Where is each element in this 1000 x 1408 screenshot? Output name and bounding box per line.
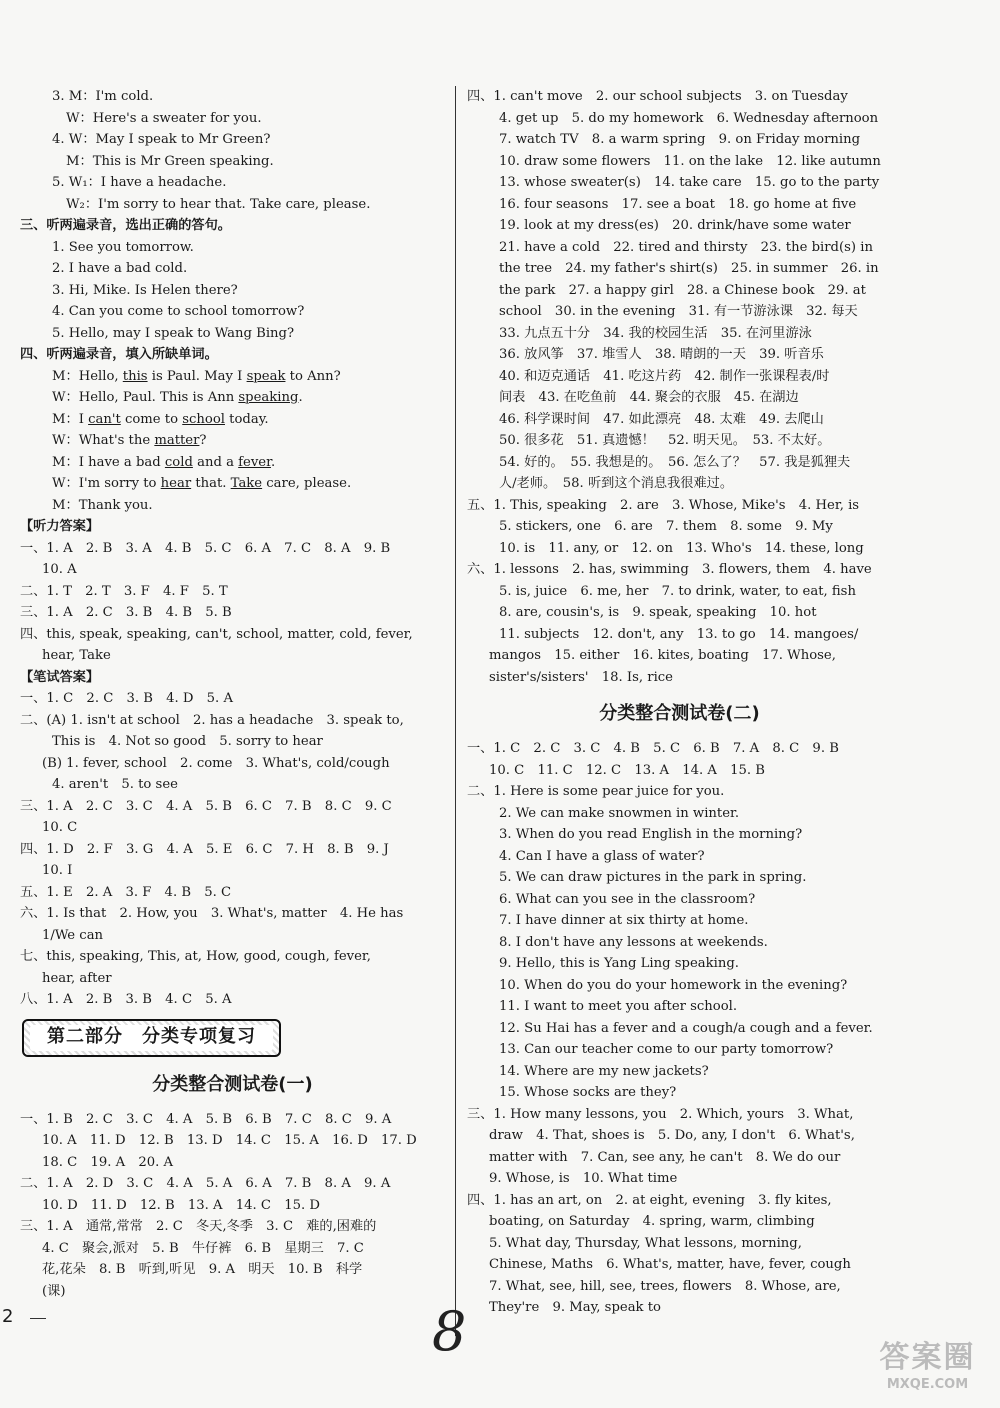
dialog-text: I	[78, 411, 89, 427]
watermark-cn: 答案圈	[879, 1340, 976, 1375]
text-line: 1. See you tomorrow.	[52, 239, 194, 255]
text-line: 54. 好的。 55. 我想是的。 56. 怎么了？ 57. 我是狐狸夫	[499, 454, 851, 470]
filled-blank: cold	[164, 454, 193, 470]
text-line: 10. I	[42, 863, 73, 878]
right-column	[467, 86, 892, 1319]
dialog-text: and a	[192, 454, 239, 470]
text-line: Chinese, Maths 6. What's, matter, have, fever, cough	[489, 1257, 851, 1272]
dialog-text: .	[270, 454, 276, 470]
text-line: 7. What, see, hill, see, trees, flowers 8. Whose, are,	[489, 1278, 841, 1294]
column-divider	[455, 86, 456, 1336]
text-line: the park 27. a happy girl 28. a Chinese book 29. at	[499, 282, 866, 298]
dialog-speaker: M：	[52, 497, 79, 513]
dialog-line	[20, 452, 445, 474]
text-line: 4. Can I have a glass of water?	[499, 848, 705, 864]
dialog-text: ?	[199, 433, 207, 448]
text-line: 6. What can you see in the classroom?	[499, 891, 756, 907]
text-line: 11. I want to meet you after school.	[499, 999, 738, 1014]
text-line: 4. C 聚会,派对 5. B 牛仔裤 6. B 星期三 7. C	[42, 1240, 364, 1256]
page-number-dash	[30, 1318, 46, 1319]
watermark-en: MXQE.COM	[886, 1377, 969, 1392]
text-line: 8. are, cousin's, is 9. speak, speaking 10. hot	[499, 605, 817, 620]
dialog-line	[20, 495, 445, 517]
text-line: 5. What day, Thursday, What lessons, morning,	[489, 1235, 802, 1251]
filled-blank: hear	[160, 476, 192, 491]
text-line: 50. 很多花 51. 真遗憾！ 52. 明天见。 53. 不太好。	[499, 433, 831, 448]
text-line: draw 4. That, shoes is 5. Do, any, I don't 6. What's,	[489, 1128, 855, 1143]
dialog-text: .	[298, 390, 303, 405]
text-line: 一、1. C 2. C 3. C 4. B 5. C 6. B 7. A 8. C 9. B	[467, 741, 839, 756]
text-line: 三、1. A 通常,常常 2. C 冬天,冬季 3. C 难的,困难的	[20, 1219, 377, 1234]
text-line: 10. When do you do your homework in the evening?	[499, 977, 848, 993]
text-line: sister's/sisters' 18. Is, rice	[489, 669, 673, 685]
text-line: 三、1. A 2. C 3. B 4. B 5. B	[20, 605, 232, 620]
text-line: 三、1. A 2. C 3. C 4. A 5. B 6. C 7. B 8. C 9. C	[20, 798, 392, 814]
text-line: 一、1. B 2. C 3. C 4. A 5. B 6. B 7. C 8. C 9. A	[20, 1111, 392, 1127]
filled-blank: can't	[88, 411, 121, 427]
text-line: 花,花朵 8. B 听到,听见 9. A 明天 10. B 科学	[42, 1262, 363, 1277]
text-line: 8. I don't have any lessons at weekends.	[499, 934, 768, 950]
test-two-title: 分类整合测试卷(二)	[599, 703, 760, 724]
text-line: 四、1. can't move 2. our school subjects 3. on Tuesday	[467, 89, 848, 104]
text-line: 21. have a cold 22. tired and thirsty 23. the bird(s) in	[499, 239, 873, 255]
dialog-speaker: M：	[52, 411, 79, 427]
filled-blank: this	[122, 368, 148, 384]
text-line: 一、1. A 2. B 3. A 4. B 5. C 6. A 7. C 8. A 9. B	[20, 540, 391, 556]
text-line: 3. Hi, Mike. Is Helen there?	[52, 282, 238, 298]
dialog-speaker: W：	[52, 433, 79, 448]
text-line: 二、1. A 2. D 3. C 4. A 5. A 6. A 7. B 8. A 9. A	[20, 1176, 391, 1191]
dialog-line	[20, 409, 445, 431]
handwritten-number: 8	[432, 1300, 467, 1363]
filled-blank: school	[182, 411, 225, 427]
text-line: 八、1. A 2. B 3. B 4. C 5. A	[20, 992, 232, 1007]
text-line: 【笔试答案】	[20, 669, 100, 685]
right-section-a	[467, 86, 892, 688]
text-line: 三、听两遍录音，选出正确的答句。	[20, 218, 231, 233]
text-line: 3. M：I'm cold.	[52, 89, 154, 104]
dialog-text: care, please.	[262, 476, 352, 491]
text-line: 12. Su Hai has a fever and a cough/a cough and a fever.	[499, 1020, 873, 1036]
text-line: 46. 科学课时间 47. 如此漂亮 48. 太难 49. 去爬山	[499, 411, 824, 427]
text-line: 六、1. lessons 2. has, swimming 3. flowers, them 4. have	[467, 562, 872, 577]
text-line: 五、1. E 2. A 3. F 4. B 5. C	[20, 884, 232, 900]
dialog-text: Hello,	[78, 368, 123, 384]
dialog-line	[20, 387, 445, 409]
text-line: 10. C	[42, 820, 78, 835]
text-line: This is 4. Not so good 5. sorry to hear	[52, 734, 323, 749]
filled-blank: matter	[154, 433, 200, 448]
right-section-b	[467, 738, 892, 1319]
text-line: 四、this, speak, speaking, can't, school, matter, cold, fever,	[20, 626, 413, 642]
filled-blank: speaking	[238, 390, 299, 405]
text-line: 10. D 11. D 12. B 13. A 14. C 15. D	[42, 1197, 320, 1213]
left-column	[20, 86, 445, 1302]
filled-blank: Take	[230, 476, 263, 491]
text-line: 36. 放风筝 37. 堆雪人 38. 晴朗的一天 39. 听音乐	[499, 347, 824, 362]
dialog-text: Thank you.	[78, 497, 153, 513]
text-line: 四、听两遍录音，填入所缺单词。	[20, 347, 218, 362]
dialog-speaker: W：	[52, 390, 79, 405]
text-line: 2. We can make snowmen in winter.	[499, 805, 740, 821]
text-line: 10. A 11. D 12. B 13. D 14. C 15. A 16. D 17. D	[42, 1133, 417, 1148]
text-line: 13. whose sweater(s) 14. take care 15. go to the party	[499, 175, 880, 190]
dialog-text: today.	[224, 411, 269, 427]
text-line: 10. draw some flowers 11. on the lake 12. like autumn	[499, 153, 881, 169]
dialog-speaker: M：	[52, 368, 79, 384]
text-line: 19. look at my dress(es) 20. drink/have some water	[499, 218, 851, 233]
text-line: 33. 九点五十分 34. 我的校园生活 35. 在河里游泳	[499, 325, 812, 341]
part-two-banner	[22, 1019, 281, 1057]
filled-blank: fever	[238, 454, 271, 470]
text-line: 六、1. Is that 2. How, you 3. What's, matter 4. He has	[20, 906, 404, 921]
dialog-text: What's the	[78, 433, 155, 448]
dialog-text: I have a bad	[78, 454, 165, 470]
text-line: 二、(A) 1. isn't at school 2. has a headache 3. speak to,	[20, 712, 404, 728]
text-line: 9. Hello, this is Yang Ling speaking.	[499, 956, 739, 971]
left-section-a	[20, 86, 445, 366]
text-line: 14. Where are my new jackets?	[499, 1063, 709, 1079]
text-line: 18. C 19. A 20. A	[42, 1154, 174, 1170]
text-line: 三、1. How many lessons, you 2. Which, yours 3. What,	[467, 1106, 854, 1122]
text-line: 一、1. C 2. C 3. B 4. D 5. A	[20, 691, 233, 706]
dialog-fill-in	[20, 366, 445, 517]
dialog-text: that.	[191, 476, 231, 491]
text-line: 9. Whose, is 10. What time	[489, 1171, 678, 1186]
text-line: W：Here's a sweater for you.	[66, 110, 262, 126]
text-line: boating, on Saturday 4. spring, warm, climbing	[489, 1214, 815, 1229]
filled-blank: speak	[246, 368, 286, 384]
text-line: 间表 43. 在吃鱼前 44. 聚会的衣服 45. 在湖边	[499, 390, 799, 405]
text-line: They're 9. May, speak to	[489, 1300, 661, 1315]
dialog-line	[20, 430, 445, 452]
dialog-line	[20, 473, 445, 495]
text-line: 2. I have a bad cold.	[52, 261, 188, 276]
text-line: the tree 24. my father's shirt(s) 25. in summer 26. in	[499, 261, 879, 276]
text-line: 7. watch TV 8. a warm spring 9. on Friday morning	[499, 132, 861, 147]
text-line: 四、1. has an art, on 2. at eight, evening 3. fly kites,	[467, 1192, 832, 1208]
text-line: 4. W：May I speak to Mr Green?	[52, 132, 271, 147]
left-section-c	[20, 1109, 445, 1303]
text-line: 5. Hello, may I speak to Wang Bing?	[52, 325, 295, 341]
text-line: 二、1. Here is some pear juice for you.	[467, 784, 725, 799]
text-line: hear, after	[42, 970, 112, 986]
dialog-line	[20, 366, 445, 388]
dialog-speaker: W：	[52, 476, 79, 491]
text-line: 5. stickers, one 6. are 7. them 8. some 9. My	[499, 519, 833, 534]
text-line: 二、1. T 2. T 3. F 4. F 5. T	[20, 583, 228, 599]
text-line: 40. 和迈克通话 41. 吃这片药 42. 制作一张课程表/时	[499, 368, 830, 384]
text-line: 4. aren't 5. to see	[52, 777, 178, 792]
dialog-text: is Paul. May I	[147, 368, 247, 384]
text-line: 4. get up 5. do my homework 6. Wednesday afternoon	[499, 110, 879, 126]
text-line: W₂：I'm sorry to hear that. Take care, please.	[66, 196, 371, 212]
text-line: 5. We can draw pictures in the park in spring.	[499, 870, 807, 885]
text-line: 10. is 11. any, or 12. on 13. Who's 14. these, long	[499, 540, 864, 556]
part-two-banner-text: 第二部分 分类专项复习	[30, 1025, 273, 1051]
text-line: 3. When do you read English in the morning?	[499, 827, 803, 842]
text-line: 13. Can our teacher come to our party tomorrow?	[499, 1042, 834, 1057]
left-section-b	[20, 516, 445, 1011]
dialog-text: I'm sorry to	[78, 476, 161, 491]
dialog-text: Hello, Paul. This is Ann	[78, 390, 239, 405]
text-line: 15. Whose socks are they?	[499, 1085, 677, 1100]
test-one-title: 分类整合测试卷(一)	[152, 1073, 313, 1095]
text-line: 7. I have dinner at six thirty at home.	[499, 913, 749, 928]
text-line: 10. C 11. C 12. C 13. A 14. A 15. B	[489, 762, 765, 778]
text-line: hear, Take	[42, 648, 111, 663]
text-line: matter with 7. Can, see any, he can't 8. We do our	[489, 1149, 841, 1165]
text-line: 10. A	[42, 562, 77, 577]
text-line: 七、this, speaking, This, at, How, good, cough, fever,	[20, 949, 371, 964]
text-line: 【听力答案】	[20, 519, 100, 534]
watermark-logo	[860, 1340, 995, 1402]
text-line: 11. subjects 12. don't, any 13. to go 14. mangoes/	[499, 626, 859, 642]
text-line: school 30. in the evening 31. 有一节游泳课 32. 每天	[499, 304, 858, 319]
dialog-text: to Ann?	[285, 368, 341, 384]
page-number: 2	[2, 1306, 14, 1327]
text-line: (B) 1. fever, school 2. come 3. What's, cold/cough	[42, 755, 390, 771]
text-line: 人/老师。 58. 听到这个消息我很难过。	[499, 476, 734, 491]
text-line: mangos 15. either 16. kites, boating 17. Whose,	[489, 648, 836, 663]
text-line: (课)	[42, 1283, 66, 1299]
text-line: 16. four seasons 17. see a boat 18. go home at five	[499, 196, 857, 212]
text-line: 1/We can	[42, 927, 104, 943]
text-line: 4. Can you come to school tomorrow?	[52, 304, 305, 319]
text-line: 四、1. D 2. F 3. G 4. A 5. E 6. C 7. H 8. B 9. J	[20, 841, 389, 857]
text-line: 5. is, juice 6. me, her 7. to drink, water, to eat, fish	[499, 583, 856, 599]
dialog-text: come to	[120, 411, 183, 427]
dialog-speaker: M：	[52, 454, 79, 470]
text-line: 五、1. This, speaking 2. are 3. Whose, Mike's 4. Her, is	[467, 497, 860, 513]
text-line: M：This is Mr Green speaking.	[66, 153, 274, 169]
text-line: 5. W₁：I have a headache.	[52, 175, 227, 190]
